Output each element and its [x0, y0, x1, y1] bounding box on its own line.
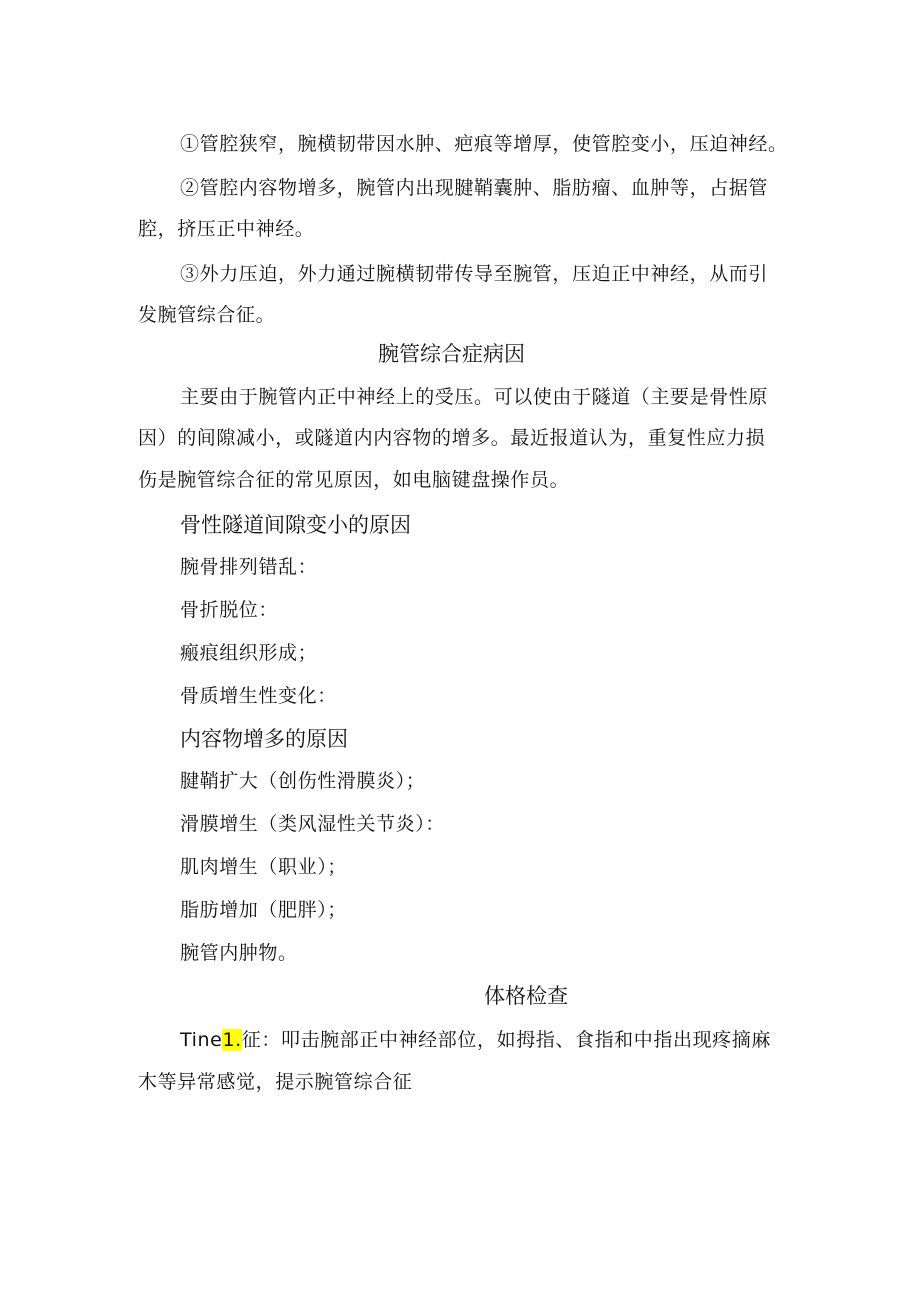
content-item-1: 腱鞘扩大（创伤性滑膜炎）； [180, 770, 426, 792]
paragraph-external-pressure-line1: ③外力压迫，外力通过腕横韧带传导至腕管，压迫正中神经，从而引 [180, 263, 769, 285]
heading-bone-tunnel: 骨性隧道间隙变小的原因 [180, 513, 411, 537]
bone-item-4: 骨质增生性变化： [180, 685, 337, 707]
cause-text-line3: 伤是腕管综合征的常见原因，如电脑键盘操作员。 [138, 469, 570, 491]
content-item-4: 脂肪增加（肥胖）； [180, 899, 347, 921]
content-item-2: 滑膜增生（类风湿性关节炎）： [180, 813, 445, 835]
paragraph-content-increase-line2: 腔，挤压正中神经。 [138, 218, 315, 240]
exam-line1-rest: 征：叩击腕部正中神经部位，如拇指、食指和中指出现疼摘麻 [241, 1029, 771, 1051]
exam-text-line2: 木等异常感觉，提示腕管综合征 [138, 1071, 413, 1093]
exam-text-line1 [180, 1027, 771, 1053]
bone-item-1: 腕骨排列错乱： [180, 556, 318, 578]
paragraph-narrow-canal: ①管腔狭窄，腕横韧带因水肿、疤痕等增厚，使管腔变小，压迫神经。 [180, 133, 788, 155]
content-item-3: 肌肉增生（职业）； [180, 856, 347, 878]
cause-text-line1: 主要由于腕管内正中神经上的受压。可以使由于隧道（主要是骨性原 [180, 386, 769, 408]
paragraph-content-increase-line1: ②管腔内容物增多，腕管内出现腱鞘囊肿、脂肪瘤、血肿等，占据管 [180, 177, 769, 199]
heading-physical-exam: 体格检查 [484, 984, 568, 1008]
cause-text-line2: 因）的间隙减小，或隧道内内容物的增多。最近报道认为，重复性应力损 [138, 427, 766, 449]
paragraph-external-pressure-line2: 发腕管综合征。 [138, 304, 276, 326]
heading-cause: 腕管综合症病因 [378, 342, 525, 366]
bone-item-3: 瘢痕组织形成； [180, 642, 318, 664]
tinel-prefix: Tine [180, 1029, 223, 1051]
bone-item-2: 骨折脱位： [180, 599, 279, 621]
content-item-5: 腕管内肿物。 [180, 942, 298, 964]
highlighted-text: 1. [222, 1029, 242, 1051]
heading-content-increase: 内容物增多的原因 [180, 727, 348, 751]
